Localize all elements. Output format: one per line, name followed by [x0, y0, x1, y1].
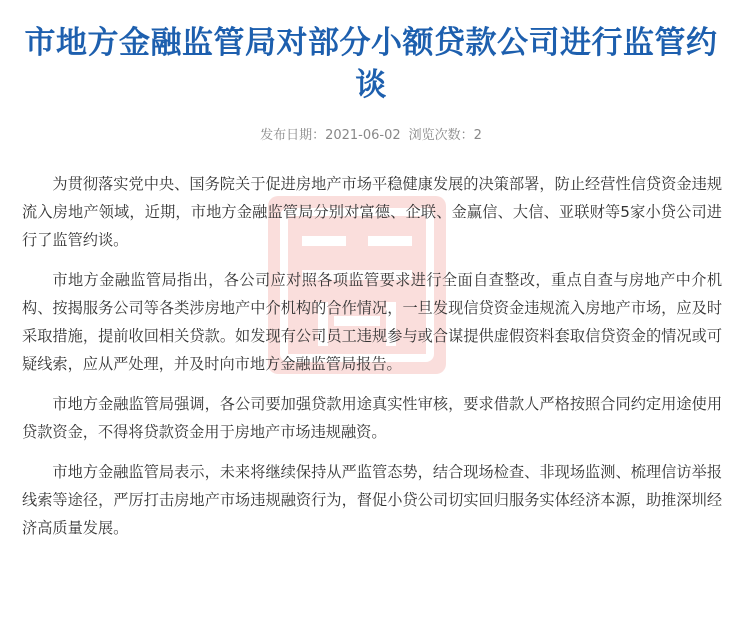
paragraph: 市地方金融监管局强调，各公司要加强贷款用途真实性审核，要求借款人严格按照合同约定用途使用贷款资金，不得将贷款资金用于房地产市场违规融资。 [22, 395, 722, 441]
article-body [0, 170, 742, 542]
paragraph: 为贯彻落实党中央、国务院关于促进房地产市场平稳健康发展的决策部署，防止经营性信贷资金违规流入房地产领域，近期，市地方金融监管局分别对富德、企联、金赢信、大信、亚联财等5家小贷公司进行了监管约谈。 [22, 175, 722, 249]
view-count-label: 浏览次数： [408, 128, 474, 143]
view-count: 2 [473, 128, 482, 143]
publish-date-label: 发布日期： [260, 128, 326, 143]
paragraph: 市地方金融监管局表示，未来将继续保持从严监管态势，结合现场检查、非现场监测、梳理信访举报线索等途径，严厉打击房地产市场违规融资行为，督促小贷公司切实回归服务实体经济本源，助推深圳经济高质量发展。 [22, 463, 722, 537]
publish-date: 2021-06-02 [325, 128, 401, 143]
page-title: 市地方金融监管局对部分小额贷款公司进行监管约谈 [24, 25, 718, 103]
paragraph: 市地方金融监管局指出，各公司应对照各项监管要求进行全面自查整改，重点自查与房地产中介机构、按揭服务公司等各类涉房地产中介机构的合作情况，一旦发现信贷资金违规流入房地产市场，应及时采取措施，提前收回相关贷款。如发现有公司员工违规参与或合谋提供虚假资料套取信贷资金的情况或可疑线索，应从严处理，并及时向市地方金融监管局报告。 [22, 271, 722, 373]
article-meta [0, 126, 742, 146]
